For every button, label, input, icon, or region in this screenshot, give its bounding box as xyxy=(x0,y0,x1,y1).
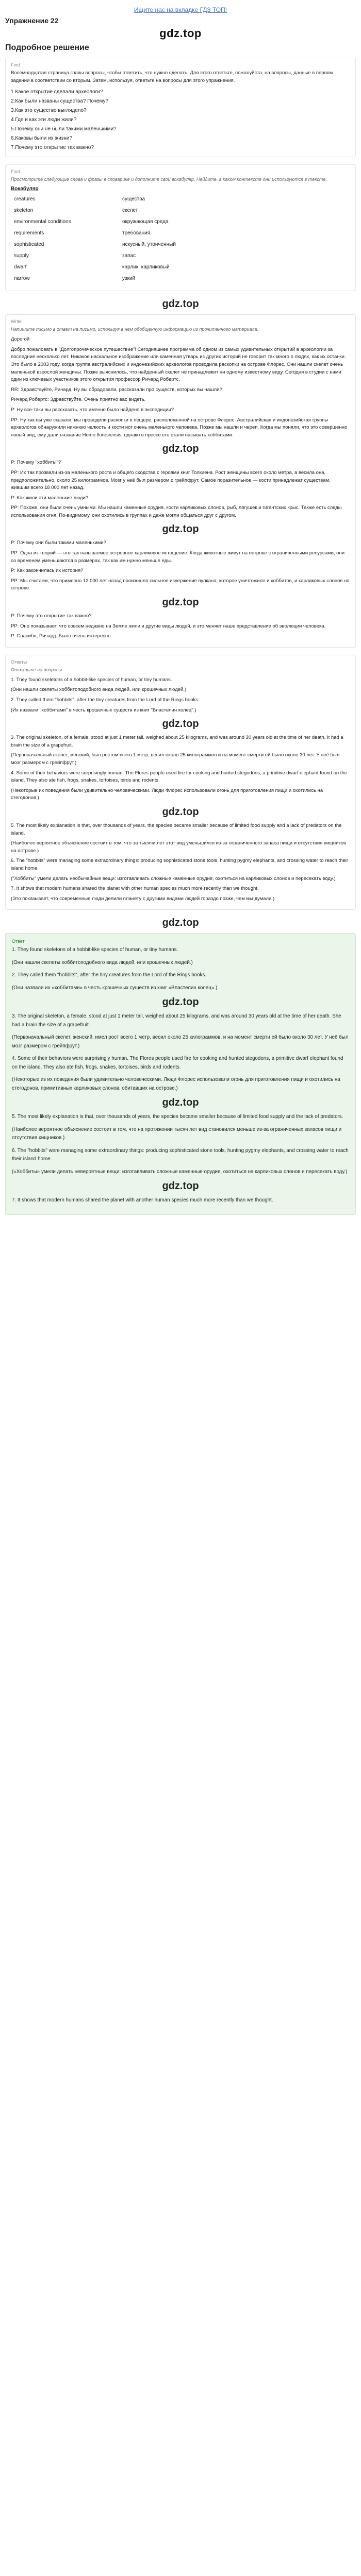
vocab-translation: запас xyxy=(122,253,136,259)
letter-paragraph: PP: Оно показывает, что совсем недавно на Земле жили и другие виды людей, и это меняет наше представление об эволюции человека. xyxy=(11,623,326,629)
vocab-translation: требования xyxy=(122,230,151,236)
answer-item: 4. Some of their behaviors were surprisingly human. The Flores people used fire for cooking and hunted stegodons, a primitive dwarf elephant found on the island. They also ate fish, frogs, snakes, tortoises, birds and rodents. xyxy=(12,1056,343,1070)
letter-paragraph: Добро пожаловать в "Долгопрочеческое путешествие"! Сегодняшнее программа об одном из самых удивительных открытий в археологии за последние несколько лет. Никакое наскальное изображение или каменная утварь из других историй не говорит так много о людях, как их останки. Это было в 2003 году, когда группа австралийских и индонезийских археологов проводила раскопки на острове Флорес. Они нашли скелет очень маленькой взрослой женщины. Позже выяснилось, что найденный скелет не принадлежит ни одному известному виду. Сегодня в студии с нами один из ключевых участников этого открытия профессор Ричард Робертс. xyxy=(11,346,346,383)
letter-paragraph: P: Как закончилась их история? xyxy=(11,568,84,574)
letter-paragraph: PP: Ну как вы уже сказали, мы проводили раскопки в пещере, расположенной на острове Флорес. Австралийская и индонезийская группы археологов обнаружили нижнюю челюсть и кости ног очень маленького человека. Позже мы нашли и череп. Когда мы поняли, что это совершенно новый вид, ему дали название Homo floresiensis, однако в прессе его стали называть хоббитами. xyxy=(11,417,348,438)
answer-translation: («Хоббиты» умели делать невероятные вещи: изготавливать сложные каменные орудия, охотиться на карликовых слонов и пересекать воду.) xyxy=(12,1168,348,1175)
answer-item: 6. The "hobbits" were managing some extraordinary things: producing sophisticated stone tools, hunting pygmy elephants, and crossing water to reach their island home. xyxy=(11,858,348,871)
answer-translation: ("Хоббиты" умели делать необычайные вещи: изготавливать сложные каменные орудия, охотиться на карликовых слонов и пересекать воду.) xyxy=(11,875,336,882)
answer-item: 7. It shows that modern humans shared the planet with another human species much more recently than we thought. xyxy=(12,1197,273,1204)
question-item: 6.Каковы были их жизни? xyxy=(11,135,73,142)
letter-paragraph: PP: Похоже, они были очень умными. Мы нашли каменные орудия, кости карликовых слонов, рыб, лягушек и гигантских крыс. Также есть следы использования огня. По-видимому, они охотились в группах и даже могли общаться друг с другом. xyxy=(11,505,342,518)
task-vocabulary-card xyxy=(5,164,356,291)
page xyxy=(0,0,361,1215)
answer-card-green xyxy=(5,933,356,1215)
letter-greeting: Дорогой xyxy=(11,336,30,343)
vocab-translation: искусный, утонченный xyxy=(122,242,176,248)
question-item: 1.Какое открытие сделали археологи? xyxy=(11,89,103,95)
vocab-row xyxy=(11,252,350,260)
answer-translation: (Их назвали "хоббитами" в честь крошечных существ из книг "Властелин колец".) xyxy=(11,707,196,713)
question-item: 3.Как это существо выглядело? xyxy=(11,108,87,114)
question-item: 7.Почему это открытие так важно? xyxy=(11,145,94,151)
question-item: 4.Где и как эти люди жили? xyxy=(11,117,77,123)
watermark-gdz: gdz.top xyxy=(162,523,199,535)
letter-paragraph: P: Как жили эти маленькие люди? xyxy=(11,495,89,501)
letter-paragraph: P: Почему они были такими маленькими? xyxy=(11,540,106,546)
task-letter-card xyxy=(5,314,356,648)
question-item: 2.Как были названы существа? Почему? xyxy=(11,98,109,105)
answer-translation: (Это показывает, что современные люди делили планету с другими видами людей гораздо позже, чем мы думали.) xyxy=(11,895,275,902)
answer-item: 7. It shows that modern humans shared the planet with other human species much more recently than we thought. xyxy=(11,886,259,892)
task-intro: Восемнадцатая страница главы вопросы, чтобы ответить, что нужно сделать. Для этого ответьте, пожалуйста, на вопросы, данные в первом задании в соответствии со вторым. Затем, используя, ответьте на вопросы для этого упражнения. xyxy=(11,70,333,83)
vocab-row xyxy=(11,207,350,214)
letter-paragraph: Ричард Робертс: Здравствуйте. Очень приятно вас видеть. xyxy=(11,397,146,403)
letter-body xyxy=(11,336,350,640)
answer-item: 3. The original skeleton, of a female, stood at just 1 meter tall, weighed about 25 kilograms, and was around 30 years old at the time of her death. It had a brain the size of a grapefruit. xyxy=(11,735,343,748)
vocab-row xyxy=(11,241,350,248)
task-tag: Ответ xyxy=(12,939,25,944)
vocab-row xyxy=(11,275,350,282)
vocabulary-list xyxy=(11,196,350,282)
task-tag: Find xyxy=(11,169,20,175)
answer-item: 1. They found skeletons of a hobbit-like species of human, or tiny humans. xyxy=(12,947,178,953)
vocab-word: narrow xyxy=(14,276,30,282)
task-tag: Ответы xyxy=(11,659,27,665)
watermark-gdz: gdz.top xyxy=(162,298,199,310)
answer-item: 6. The "hobbits" were managing some extraordinary things: producing sophisticated stone tools, hunting pygmy elephants, and crossing water to reach their island home. xyxy=(12,1147,349,1162)
answer-translation: (Некоторые из их поведения были удивительно человеческими. Люди Флорес использовали огонь для приготовления пищи и охотились на стегодонов, примитивных карликовых слонов, обитавших на острове.) xyxy=(12,1077,340,1091)
answer-item: 5. The most likely explanation is that, over thousands of years, the species became smaller because of limited food supply and a lack of predators on the island. xyxy=(11,822,342,836)
watermark-gdz: gdz.top xyxy=(159,27,202,40)
vocab-word: sophisticated xyxy=(14,242,44,248)
watermark-gdz: gdz.top xyxy=(162,1097,199,1109)
letter-paragraph: P: Почему "хоббиты"? xyxy=(11,460,61,466)
vocab-row xyxy=(11,230,350,237)
question-item: 5.Почему они не были такими маленькими? xyxy=(11,126,117,132)
task-tag: Find xyxy=(11,62,20,67)
watermark-gdz: gdz.top xyxy=(162,443,199,455)
vocab-row xyxy=(11,218,350,226)
answer-translation: (Некоторые их поведения были удивительно человеческими. Люди Флорес использовали огонь для приготовления пищи и охотились на стегодонов.) xyxy=(11,787,323,801)
vocab-word: dwarf xyxy=(14,264,27,270)
answer-item: 2. They called them "hobbits", after the tiny creatures from the Lord of the Rings books. xyxy=(12,972,207,978)
vocab-translation: окружающая среда xyxy=(122,219,169,225)
find-us-link[interactable]: Ищите нас на вкладке ГДЗ ТОП! xyxy=(134,6,227,13)
answer-item: 2. They called them "hobbits", after the tiny creatures from the Lord of the Rings books. xyxy=(11,697,200,703)
answer-translation: (Первоначальный скелет, женский, был ростом всего 1 метр, весил около 25 килограммов и на момент смерти ей было около 30 лет. У неё был мозг размером с грейпфрут.) xyxy=(11,752,340,766)
answer-item: 5. The most likely explanation is that, over thousands of years, the species became smaller because of limited food supply and the lack of predators. xyxy=(12,1114,343,1120)
vocab-row xyxy=(11,196,350,203)
vocab-translation: скелет xyxy=(122,208,138,214)
letter-paragraph: PP: Одна из теорий — это так называемое островное карликовое истощение. Когда животные живут на острове с ограниченными ресурсами, они со временем уменьшаются в размерах, так как им нужно меньше еды. xyxy=(11,550,344,564)
letter-paragraph: P: Почему это открытие так важно? xyxy=(11,613,92,619)
vocab-word: requirements xyxy=(14,230,44,236)
answer-translation: (Они нашли скелеты хоббитоподобного вида людей, или крошечных людей.) xyxy=(11,687,187,693)
task-tag: Write xyxy=(11,319,22,325)
vocab-translation: существа xyxy=(122,196,145,202)
watermark-gdz: gdz.top xyxy=(162,917,199,929)
watermark-gdz: gdz.top xyxy=(162,996,199,1008)
task-questions-card xyxy=(5,58,356,157)
answer-translation: (Они нашли скелеты хоббитоподобного вида людей, или крошечных людей.) xyxy=(12,959,193,965)
letter-paragraph: P: Спасибо, Ричард. Было очень интересно. xyxy=(11,633,112,639)
task-hint: Напишите письмо в ответ на письмо, используя в нем обобщенную информацию из прочитанного материала. xyxy=(11,327,258,332)
task-hint: Просмотрите следующие слова и фразы в словарике и дополните свой вокабуляр. Найдите, в каком контексте они используются в тексте. xyxy=(11,177,327,182)
answer-translation: (Наиболее вероятное объяснение состоит в том, что за тысячи лет этот вид уменьшился из-за ограниченного запаса пищи и отсутствия хищников на острове.) xyxy=(11,840,346,854)
questions-list xyxy=(11,88,350,152)
vocab-word: environmental conditions xyxy=(14,219,71,225)
vocab-word: creatures xyxy=(14,196,36,202)
vocab-translation: карлик, карликовый xyxy=(122,264,170,270)
vocab-translation: узкий xyxy=(122,276,136,282)
letter-paragraph: PP: Мы считаем, что примерно 12 000 лет назад произошло сильное извержение вулкана, которое уничтожило и хоббитов, и карликовых слонов на острове. xyxy=(11,578,350,591)
answer-item: 1. They found skeletons of a hobbit-like species of human, or tiny humans. xyxy=(11,676,172,683)
answer-translation: (Первоначальный скелет, женский, имел рост всего 1 метр, весил около 25 килограммов, и на момент смерти ей было около 30 лет. У неё был мозг размером с грейпфрут.) xyxy=(12,1035,349,1049)
answers-list xyxy=(11,676,350,903)
task-answers-card xyxy=(5,655,356,910)
watermark-gdz: gdz.top xyxy=(162,1180,199,1192)
vocabulary-heading: Вокабуляр xyxy=(11,186,39,192)
solution-title: Подробное решение xyxy=(5,43,89,52)
watermark-gdz: gdz.top xyxy=(162,806,199,818)
vocab-row xyxy=(11,264,350,271)
answer-item: 4. Some of their behaviors were surprisingly human. The Flores people used fire for cooking and hunted stegodons, a primitive dwarf elephant found on the island. They also ate fish, frogs, snakes, tortoises, birds and rodents. xyxy=(11,770,348,784)
vocab-word: skeleton xyxy=(14,208,34,214)
watermark-gdz: gdz.top xyxy=(162,597,199,608)
answer-item: 3. The original skeleton, a female, stood at just 1 meter tall, weighed about 25 kilograms, and was around 30 years old at the time of her death. She had a brain the size of a grapefruit. xyxy=(12,1013,341,1028)
task-hint: Ответьте на вопросы xyxy=(11,667,62,672)
answer-translation: (Они назвали их «хоббитами» в честь крошечных существ из книг «Властелин колец».) xyxy=(12,985,218,991)
exercise-title: Упражнение 22 xyxy=(5,16,59,25)
vocab-word: supply xyxy=(14,253,29,259)
letter-paragraph: RR: Здравствуйте, Ричард. Ну вы обрадовали, рассказали про существ, которых вы нашли? xyxy=(11,386,222,393)
top-bar xyxy=(5,6,356,13)
letter-paragraph: PP: Их так прозвали из-за маленького роста и общего сходства с героями книг Толкиена. Рост женщины всего около метра, а весила она, предположительно, около 25 килограммов. Мозг у неё был размером с грейпфрут. Самое поразительное — кости принадлежат существам, жившим всего 18 000 лет назад. xyxy=(11,469,331,491)
letter-paragraph: P: Ну все-таки вы рассказать, что именно было найдено в экспедиции? xyxy=(11,406,174,413)
watermark-gdz: gdz.top xyxy=(162,718,199,730)
answer-translation: (Наиболее вероятное объяснение состоит в том, что на протяжении тысяч лет вид становился меньше из-за ограниченных запасов пищи и отсутствия хищников.) xyxy=(12,1126,342,1141)
